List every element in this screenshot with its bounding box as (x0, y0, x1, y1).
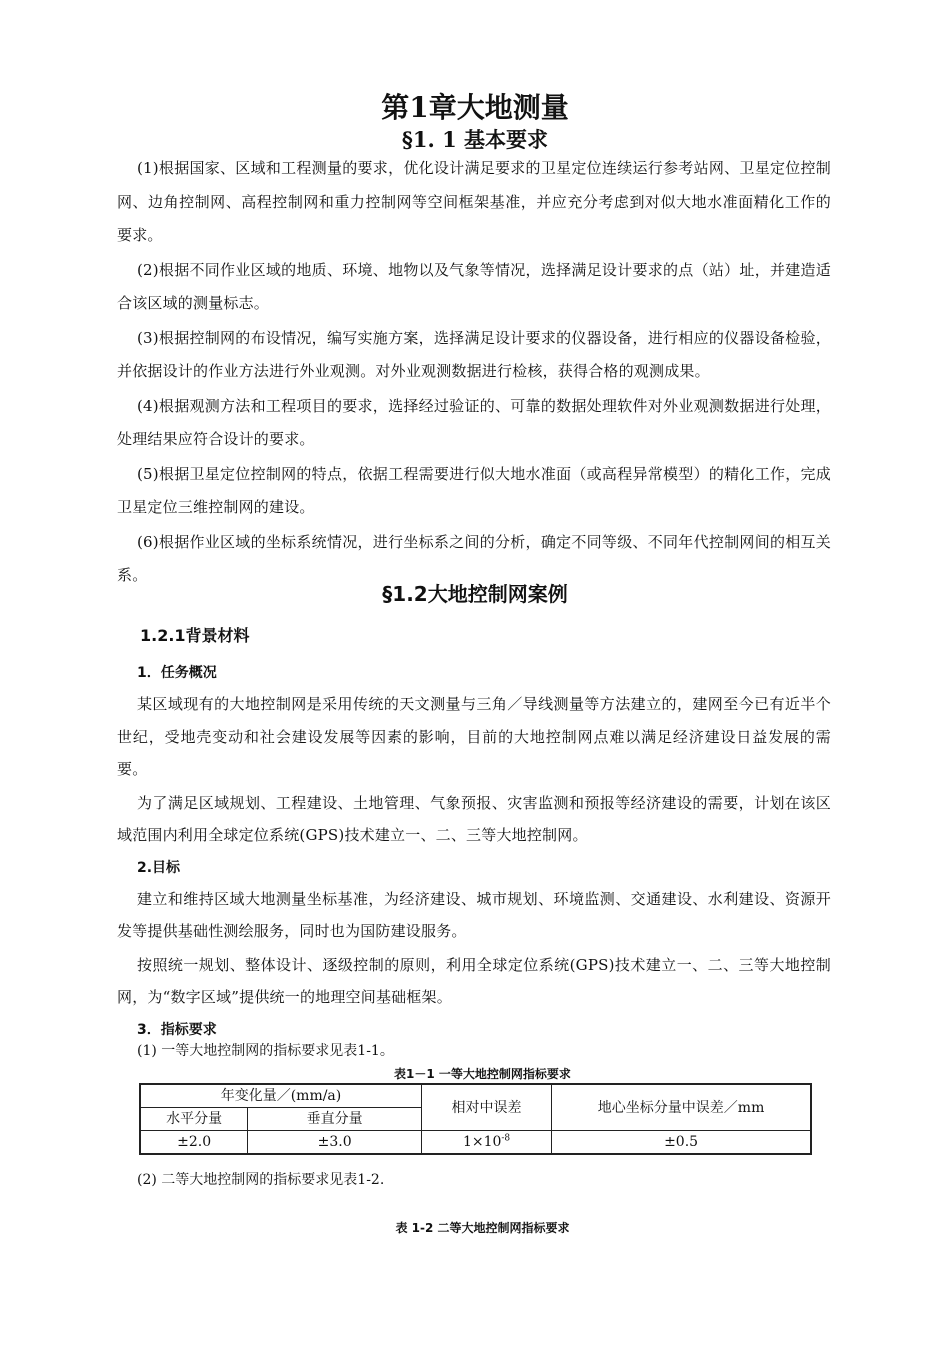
paragraph: 某区域现有的大地控制网是采用传统的天文测量与三角／导线测量等方法建立的，建网至今已有近半个世纪，受地壳变动和社会建设发展等因素的影响，目前的大地控制网点难以满足经济建设日益发展的需要。 (117, 695, 831, 778)
section-2-body (117, 658, 831, 1061)
table-2-caption: 表 1-2 二等大地控制网指标要求 (395, 1221, 570, 1235)
relative-error-base: 1×10 (462, 1134, 502, 1150)
paragraph: (3)根据控制网的布设情况，编写实施方案，选择满足设计要求的仪器设备，进行相应的仪器设备检验，并依据设计的作业方法进行外业观测。对外业观测数据进行检核，获得合格的观测成果。 (117, 328, 831, 380)
paragraph: (5)根据卫星定位控制网的特点，依据工程需要进行似大地水准面（或高程异常模型）的精化工作，完成卫星定位三维控制网的建设。 (117, 464, 831, 516)
subsection-title: 1.2.1背景材料 (140, 626, 250, 645)
item-heading: 1．任务概况 (137, 665, 217, 681)
table-header-vertical: 垂直分量 (248, 1108, 422, 1131)
relative-error-exponent: -8 (501, 1133, 511, 1144)
paragraph: 建立和维持区域大地测量坐标基准，为经济建设、城市规划、环境监测、交通建设、水利建设、资源开发等提供基础性测绘服务，同时也为国防建设服务。 (117, 889, 831, 940)
table-1-caption: 表1－1 一等大地控制网指标要求 (394, 1067, 571, 1081)
section-1-title: §1. 1 基本要求 (401, 127, 549, 152)
table-cell-relative (421, 1131, 551, 1155)
paragraph: 为了满足区域规划、工程建设、土地管理、气象预报、灾害监测和预报等经济建设的需要，计划在该区域范围内利用全球定位系统(GPS)技术建立一、二、三等大地控制网。 (117, 793, 831, 844)
item-heading: 3．指标要求 (137, 1021, 217, 1038)
section-2-title: §1.2大地控制网案例 (382, 582, 568, 606)
chapter-title: 第1章大地测量 (381, 91, 569, 124)
section-1-body (117, 152, 831, 594)
table-header-geocentric-error: 地心坐标分量中误差／mm (552, 1084, 811, 1131)
table-reference-line: (1) 一等大地控制网的指标要求见表1-1。 (137, 1042, 394, 1059)
paragraph: (2)根据不同作业区域的地质、环境、地物以及气象等情况，选择满足设计要求的点（站）址，并建造适合该区域的测量标志。 (117, 260, 831, 312)
table-reference-line: (2) 二等大地控制网的指标要求见表1-2. (137, 1172, 385, 1188)
table-header-annual-change: 年变化量／(mm/a) (140, 1084, 421, 1108)
paragraph: 按照统一规划、整体设计、逐级控制的原则，利用全球定位系统(GPS)技术建立一、二、三等大地控制网，为“数字区域”提供统一的地理空间基础框架。 (117, 955, 831, 1006)
paragraph: (4)根据观测方法和工程项目的要求，选择经过验证的、可靠的数据处理软件对外业观测数据进行处理，处理结果应符合设计的要求。 (117, 396, 831, 448)
table-header-relative-error: 相对中误差 (421, 1084, 551, 1131)
table-cell-horizontal: ±2.0 (140, 1131, 248, 1155)
table-1 (139, 1083, 812, 1155)
table-header-horizontal: 水平分量 (140, 1108, 248, 1131)
table-cell-vertical: ±3.0 (248, 1131, 422, 1155)
paragraph: (1)根据国家、区域和工程测量的要求，优化设计满足要求的卫星定位连续运行参考站网、卫星定位控制网、边角控制网、高程控制网和重力控制网等空间框架基准，并应充分考虑到对似大地水准面精化工作的要求。 (117, 159, 831, 244)
paragraph: (6)根据作业区域的坐标系统情况，进行坐标系之间的分析，确定不同等级、不同年代控制网间的相互关系。 (117, 532, 831, 584)
item-heading: 2.目标 (137, 859, 181, 876)
table-cell-geocentric: ±0.5 (552, 1131, 811, 1155)
